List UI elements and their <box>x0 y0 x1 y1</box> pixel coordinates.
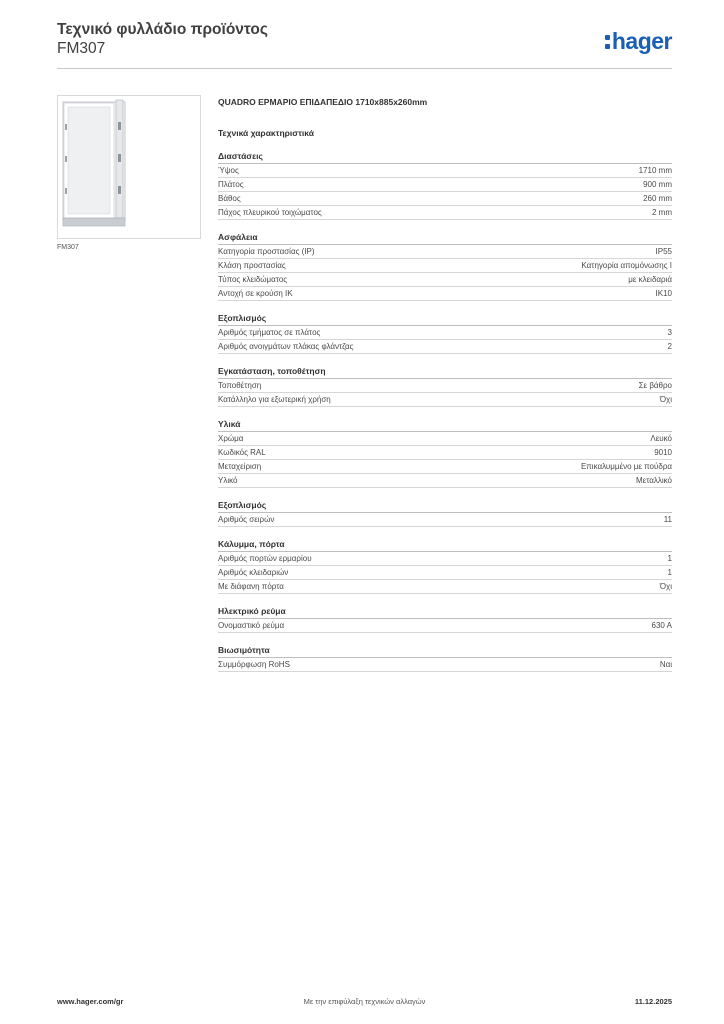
spec-value: 9010 <box>654 447 672 457</box>
spec-sections <box>218 150 672 672</box>
product-image <box>57 95 201 239</box>
spec-row <box>218 619 672 633</box>
spec-label: Αριθμός πορτών ερμαρίου <box>218 553 312 563</box>
spec-label: Υλικό <box>218 475 238 485</box>
spec-label: Αριθμός κλειδαριών <box>218 567 289 577</box>
spec-label: Κωδικός RAL <box>218 447 266 457</box>
spec-label: Με διάφανη πόρτα <box>218 581 284 591</box>
spec-row <box>218 566 672 580</box>
section-title: Ασφάλεια <box>218 231 672 245</box>
spec-value: 11 <box>663 514 672 524</box>
spec-value: Επικαλυμμένο με πούδρα <box>580 461 672 471</box>
cabinet-illustration <box>58 96 200 238</box>
spec-value: 1 <box>667 567 672 577</box>
spec-value: 2 <box>667 341 672 351</box>
spec-label: Κλάση προστασίας <box>218 260 286 270</box>
spec-row <box>218 192 672 206</box>
spec-label: Πλάτος <box>218 179 244 189</box>
product-code: FM307 <box>57 40 106 57</box>
spec-value: με κλειδαριά <box>628 274 672 284</box>
spec-row <box>218 658 672 672</box>
spec-label: Αριθμός σειρών <box>218 514 275 524</box>
spec-section <box>218 418 672 488</box>
spec-label: Αντοχή σε κρούση IK <box>218 288 293 298</box>
spec-row <box>218 340 672 354</box>
section-title: Διαστάσεις <box>218 150 672 164</box>
spec-section <box>218 231 672 301</box>
spec-row <box>218 379 672 393</box>
section-title: Ηλεκτρικό ρεύμα <box>218 605 672 619</box>
spec-value: IK10 <box>655 288 672 298</box>
spec-label: Μεταχείριση <box>218 461 262 471</box>
page-header <box>57 20 672 70</box>
spec-row <box>218 273 672 287</box>
spec-row <box>218 259 672 273</box>
spec-label: Ύψος <box>218 165 239 175</box>
product-title: QUADRO ΕΡΜΑΡΙΟ ΕΠΙΔΑΠΕΔΙΟ 1710x885x260mm <box>218 97 428 107</box>
image-caption: FM307 <box>57 244 79 251</box>
hager-logo: hager <box>605 28 672 55</box>
spec-value: 2 mm <box>652 207 672 217</box>
spec-value: Όχι <box>659 581 672 591</box>
spec-value: 1 <box>667 553 672 563</box>
spec-label: Βάθος <box>218 193 241 203</box>
footer-website: www.hager.com/gr <box>57 997 124 1006</box>
spec-label: Συμμόρφωση RoHS <box>218 659 290 669</box>
section-title: Κάλυμμα, πόρτα <box>218 538 672 552</box>
spec-label: Χρώμα <box>218 433 244 443</box>
spec-label: Ονομαστικό ρεύμα <box>218 620 285 630</box>
spec-row <box>218 164 672 178</box>
footer-date: 11.12.2025 <box>634 997 672 1006</box>
spec-row <box>218 393 672 407</box>
spec-label: Κατηγορία προστασίας (IP) <box>218 246 315 256</box>
section-title: Βιωσιμότητα <box>218 644 672 658</box>
spec-row <box>218 446 672 460</box>
section-title: Εξοπλισμός <box>218 499 672 513</box>
spec-value: Ναι <box>659 659 672 669</box>
spec-value: 900 mm <box>643 179 672 189</box>
spec-label: Τοποθέτηση <box>218 380 262 390</box>
section-title: Εξοπλισμός <box>218 312 672 326</box>
spec-section <box>218 538 672 594</box>
spec-value: Μεταλλικό <box>635 475 672 485</box>
spec-label: Κατάλληλο για εξωτερική χρήση <box>218 394 331 404</box>
spec-value: Σε βάθρο <box>638 380 672 390</box>
spec-label: Τύπος κλειδώματος <box>218 274 288 284</box>
spec-section <box>218 644 672 672</box>
spec-label: Αριθμός ανοιγμάτων πλάκας φλάντζας <box>218 341 354 351</box>
header-divider <box>57 68 672 69</box>
document-title: Τεχνικό φυλλάδιο προϊόντος <box>57 21 268 38</box>
spec-row <box>218 460 672 474</box>
spec-section <box>218 365 672 407</box>
spec-value: Κατηγορία απομόνωσης I <box>581 260 672 270</box>
spec-row <box>218 326 672 340</box>
spec-sheet <box>218 96 672 672</box>
spec-section <box>218 499 672 527</box>
spec-row <box>218 206 672 220</box>
spec-row <box>218 474 672 488</box>
spec-label: Πάχος πλευρικού τοιχώματος <box>218 207 322 217</box>
spec-value: 3 <box>667 327 672 337</box>
footer-notice: Με την επιφύλαξη τεχνικών αλλαγών <box>303 997 426 1006</box>
spec-section <box>218 312 672 354</box>
section-title: Υλικά <box>218 418 672 432</box>
spec-label: Αριθμός τμήματος σε πλάτος <box>218 327 321 337</box>
tech-characteristics-heading: Τεχνικά χαρακτηριστικά <box>218 128 314 138</box>
spec-section <box>218 150 672 220</box>
section-title: Εγκατάσταση, τοποθέτηση <box>218 365 672 379</box>
spec-row <box>218 178 672 192</box>
spec-row <box>218 245 672 259</box>
spec-row <box>218 432 672 446</box>
spec-section <box>218 605 672 633</box>
spec-row <box>218 287 672 301</box>
spec-value: Όχι <box>659 394 672 404</box>
spec-value: 630 A <box>651 620 672 630</box>
spec-value: 260 mm <box>643 193 672 203</box>
spec-row <box>218 552 672 566</box>
spec-value: Λευκό <box>650 433 672 443</box>
spec-row <box>218 580 672 594</box>
spec-value: IP55 <box>655 246 672 256</box>
spec-row <box>218 513 672 527</box>
spec-value: 1710 mm <box>638 165 672 175</box>
